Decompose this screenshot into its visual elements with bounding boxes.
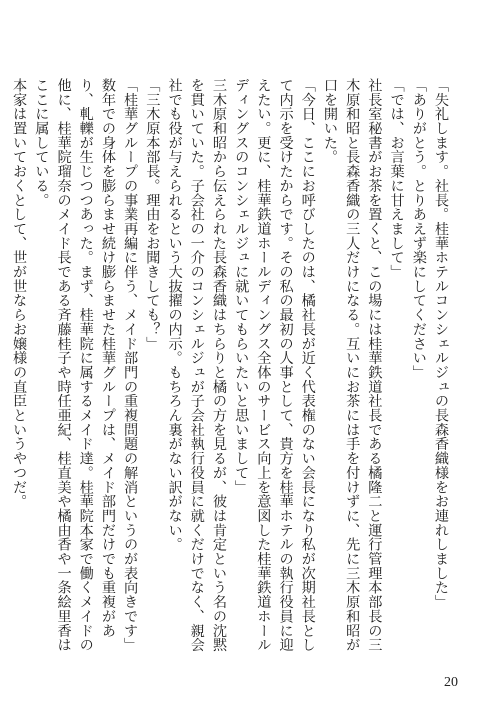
paragraph: 本家は置いておくとして、世が世ならお嬢様の直臣というやつだ。 <box>11 78 28 509</box>
paragraph: 社長室秘書がお茶を置くと、この場には桂華鉄道社長である橘隆二と運行管理本部長の三木原和昭と長森香織の三人だけになる。互いにお茶には手を付けずに、先に三木原和昭が口を開いた。 <box>321 78 383 652</box>
paragraph: 「桂華グループの事業再編に伴う、メイド部門の重複問題の解消というのが表向きです」 <box>122 78 139 652</box>
vertical-text-block <box>11 78 452 653</box>
page-number: 20 <box>444 675 458 690</box>
paragraph: 「失礼します。社長。桂華ホテルコンシェルジュの長森香織様をお連れしました」 <box>433 78 449 609</box>
paragraph: 三木原和昭から伝えられた長森香織はちらりと橘の方を見るが、彼は肯定という名の沈黙を貫いていた。子会社の一介のコンシェルジュが子会社執行役員に就くだけでなく、親会社でも役が与えられるという大抜擢の内示。もちろん裏がない訳がない。 <box>166 78 227 652</box>
paragraph: 「今日、ここにお呼びしたのは、橘社長が近く代表権のない会長になり私が次期社長として内示を受けたからです。その私の最初の人事として、貴方を桂華ホテルの執行役員に迎えたい。更に、桂華鉄道ホールディングス全体のサービス向上を意図した桂華鉄道ホールディングスのコンシェルジュに就いてもらいたいと思いまして」 <box>233 78 316 652</box>
paragraph: 数年での身体を膨らませ続け膨らませた桂華グループは、メイド部門だけでも重複があり、軋轢が生じつつあった。まず、桂華院に属するメイド達。桂華院本家で働くメイドの他に、桂華院瑠奈のメイド長である斉藤桂子や時任亜紀、桂直美や橘由香や一条絵里香はここに属している。 <box>33 78 116 652</box>
paragraph: 「ありがとう。とりあえず楽にしてください」 <box>410 78 427 380</box>
paragraph: 「三木原本部長。理由をお聞きしても？」 <box>144 78 161 351</box>
paragraph: 「では、お言葉に甘えまして」 <box>388 78 405 279</box>
